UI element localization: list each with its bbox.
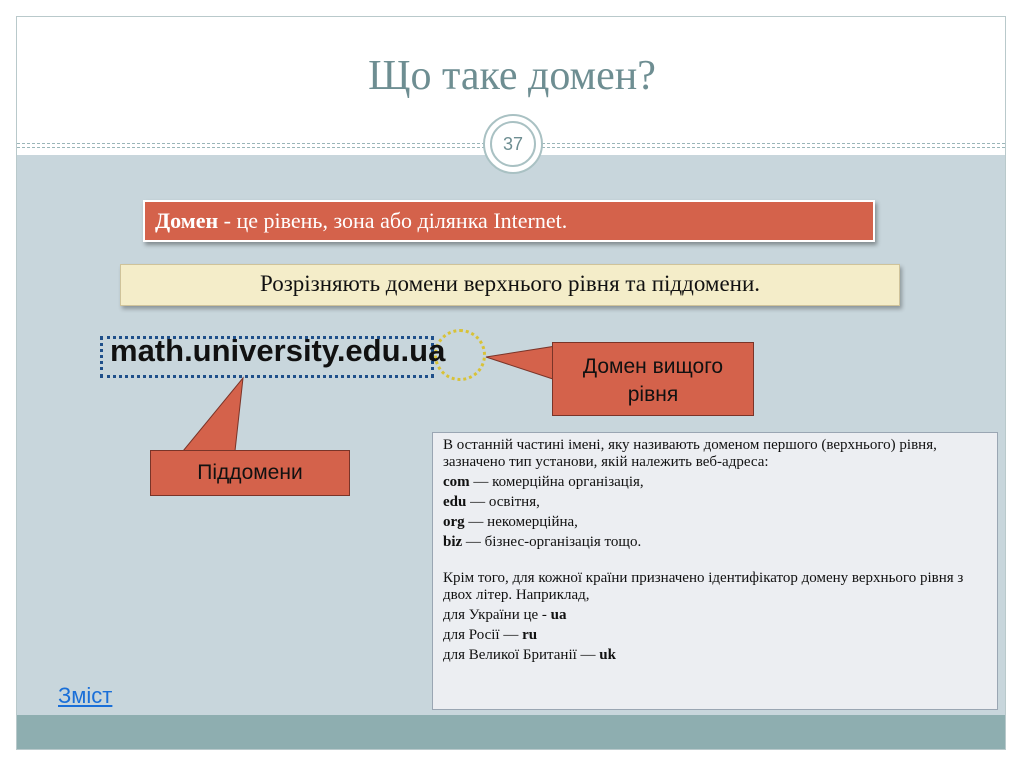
type-code: org — [443, 514, 465, 530]
spacer — [443, 554, 987, 570]
country-code: ua — [550, 607, 567, 623]
country-item — [443, 627, 987, 644]
top-level-domain-callout — [552, 342, 754, 416]
callout-line-1: Домен вищого — [582, 355, 724, 378]
country-code: uk — [599, 647, 616, 663]
country-prefix: для Великої Британії — — [443, 647, 600, 663]
top-level-pointer — [486, 346, 556, 380]
country-prefix: для України це - — [443, 607, 551, 623]
country-item — [443, 647, 987, 664]
type-item — [443, 494, 987, 511]
type-desc: — бізнес-організація тощо. — [462, 534, 642, 550]
type-code: biz — [443, 534, 463, 550]
domain-example: math.university.edu.ua — [110, 333, 446, 368]
info-box: Розрізняють домени верхнього рівня та піддомени. — [120, 264, 900, 306]
type-item — [443, 534, 987, 551]
country-code: ru — [522, 627, 538, 643]
subdomain-pointer — [183, 378, 243, 451]
type-desc: — освітня, — [466, 494, 540, 510]
details-intro: В останній частині імені, яку називають доменом першого (верхнього) рівня, зазначено тип установи, якій належить веб-адреса: — [443, 437, 937, 470]
slide-number: 37 — [490, 121, 536, 167]
type-item — [443, 514, 987, 531]
contents-link[interactable]: Зміст — [58, 683, 113, 708]
definition-text: - це рівень, зона або ділянка Internet. — [218, 208, 568, 233]
type-desc: — некомерційна, — [464, 514, 578, 530]
type-code: com — [443, 474, 470, 490]
country-item — [443, 607, 987, 624]
type-desc: — комерційна організація, — [469, 474, 644, 490]
type-item — [443, 474, 987, 491]
slide-title: Що таке домен? — [368, 53, 656, 99]
callout-line-2: рівня — [627, 383, 679, 406]
country-intro: Крім того, для кожної країни призначено ідентифікатор домену верхнього рівня з двох літер. Наприклад, — [443, 570, 964, 603]
type-code: edu — [443, 494, 467, 510]
definition-term: Домен — [155, 208, 219, 233]
country-prefix: для Росії — — [443, 627, 523, 643]
subdomains-callout: Піддомени — [150, 450, 350, 496]
domain-details-textbox — [432, 432, 998, 710]
